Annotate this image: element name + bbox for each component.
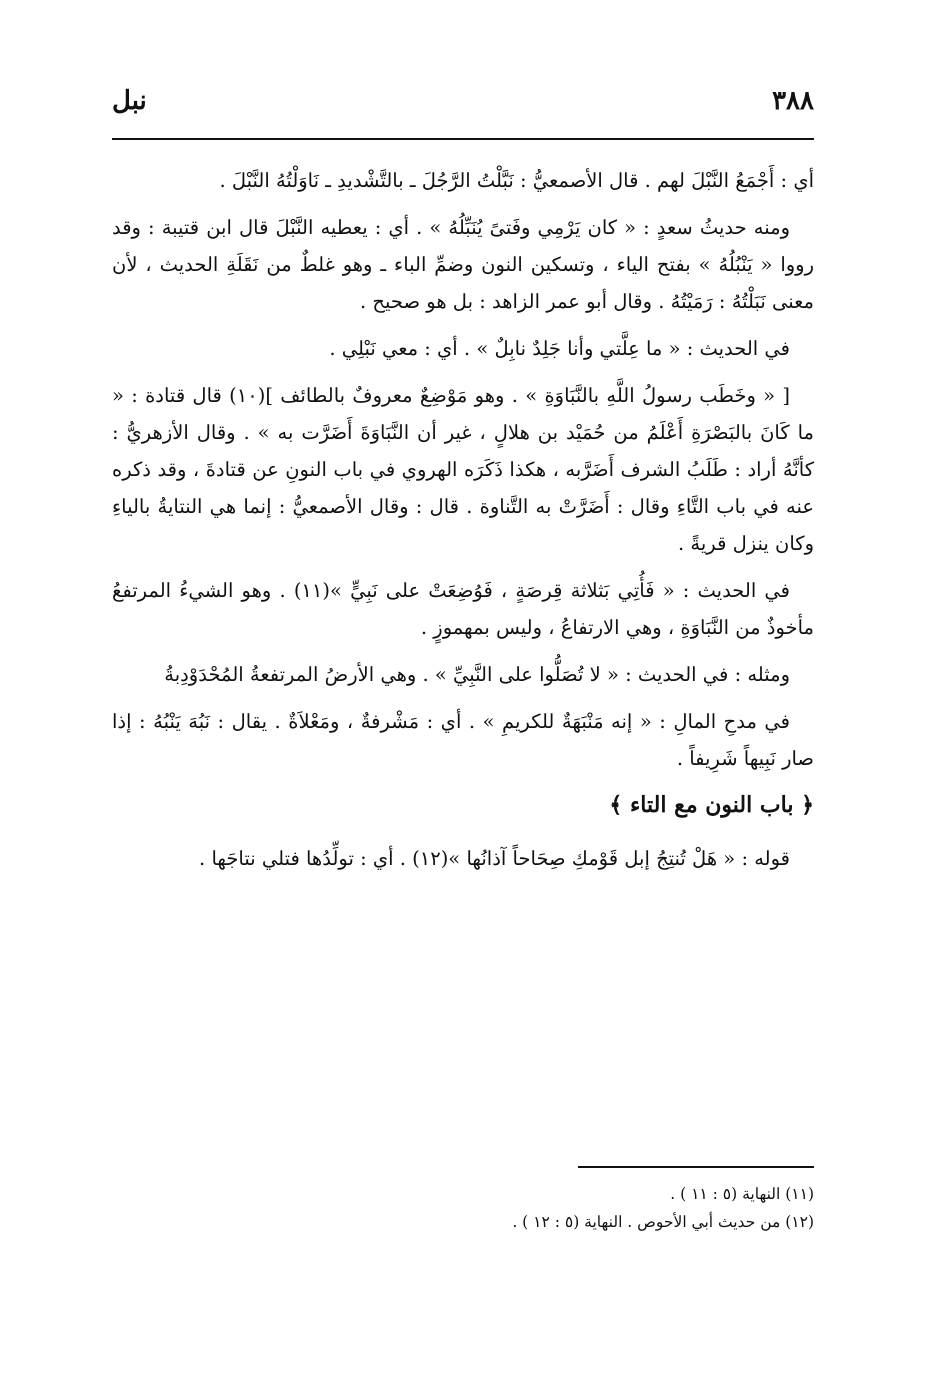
book-page	[112, 80, 814, 1330]
footnotes	[112, 1180, 814, 1236]
paragraph: [ « وخَطَب رسولُ اللَّهِ بالنَّبَاوَةِ » . وهو مَوْضِعٌ معروفٌ بالطائف ](١٠) قال قتادة : « ما كَانَ بالبَصْرَةِ أَعْلَمُ من حُمَيْد بن هلالٍ ، غير أن النَّبَاوَةَ أَضَرَّت به » . وقال الأزهريُّ : كأنَّهُ أراد : طَلَبُ الشرف أَضَرَّبه ، هكذا ذَكَرَه الهروي في باب النونِ عن قتادةَ ، وقد ذكره عنه في باب التَّاءِ وقال : أَضَرَّتْ به التَّناوة . قال : وقال الأصمعيُّ : إنما هي النتايةُ بالياءِ وكان ينزل قريةً .	[112, 384, 814, 555]
page-header	[112, 80, 814, 140]
paragraph: في الحديث : « فَأُتِي بَثلاثة قِرصَةٍ ، فَوُضِعَتْ على نَبِيٍّ »(١١) . وهو الشيءُ المرتفعُ مأخوذٌ من النَّبَاوَةِ ، وهي الارتفاعُ ، وليس بمهموزٍ .	[112, 579, 814, 639]
paragraph: في الحديث : « ما عِلَّتي وأنا جَلِدٌ نابِلٌ » . أي : معي نَبْلِي .	[329, 337, 790, 360]
page-body	[112, 162, 814, 877]
footnote: (١١) النهاية (٥ : ١١ ) .	[670, 1185, 814, 1203]
running-title: نبل	[112, 86, 147, 116]
footnote: (١٢) من حديث أبي الأحوص . النهاية (٥ : ١٢ ) .	[512, 1213, 814, 1231]
page-number: ٣٨٨	[772, 86, 814, 116]
paragraph: قوله : « هَلْ تُنتِجُ إبل قَوْمكِ صِحَاحاً آذانُها »(١٢) . أي : تولِّدُها فتلي نتاجَها .	[199, 847, 790, 870]
footnote-divider	[578, 1166, 814, 1168]
paragraph: أي : أَجْمَعُ النَّبْلَ لهم . قال الأصمعيُّ : نَبَّلْتُ الرَّجُلَ ـ بالتَّشْديدِ ـ نَاوَلْتُهُ النَّبْلَ .	[219, 169, 814, 192]
paragraph: في مدحِ المالِ : « إنه مَنْبَهَةٌ للكريمِ » . أي : مَشْرفةٌ ، ومَعْلاَةٌ . يقال : نَبُهَ يَنْبُهُ : إذا صار نَبِيهاً شَرِيفاً .	[112, 710, 814, 770]
paragraph: ومنه حديثُ سعدٍ : « كان يَرْمِي وفَتىً يُنَبِّلُهُ » . أي : يعطيه النَّبْلَ قال ابن قتيبة : وقد رووا « يَنْبُلُهُ » بفتح الياء ، وتسكين النون وضمِّ الباء ـ وهو غلطٌ من نَقَلَةِ الحديث ، لأن معنى نَبَلْتُهُ : رَمَيْتُهُ . وقال أبو عمر الزاهد : بل هو صحيح .	[112, 216, 814, 313]
section-title: ﴿ باب النون مع التاء ﴾	[609, 792, 814, 818]
paragraph: ومثله : في الحديث : « لا تُصَلُّوا على النَّبِيِّ » . وهي الأرضُ المرتفعةُ المُحْدَوْدِبةُ	[164, 663, 790, 686]
